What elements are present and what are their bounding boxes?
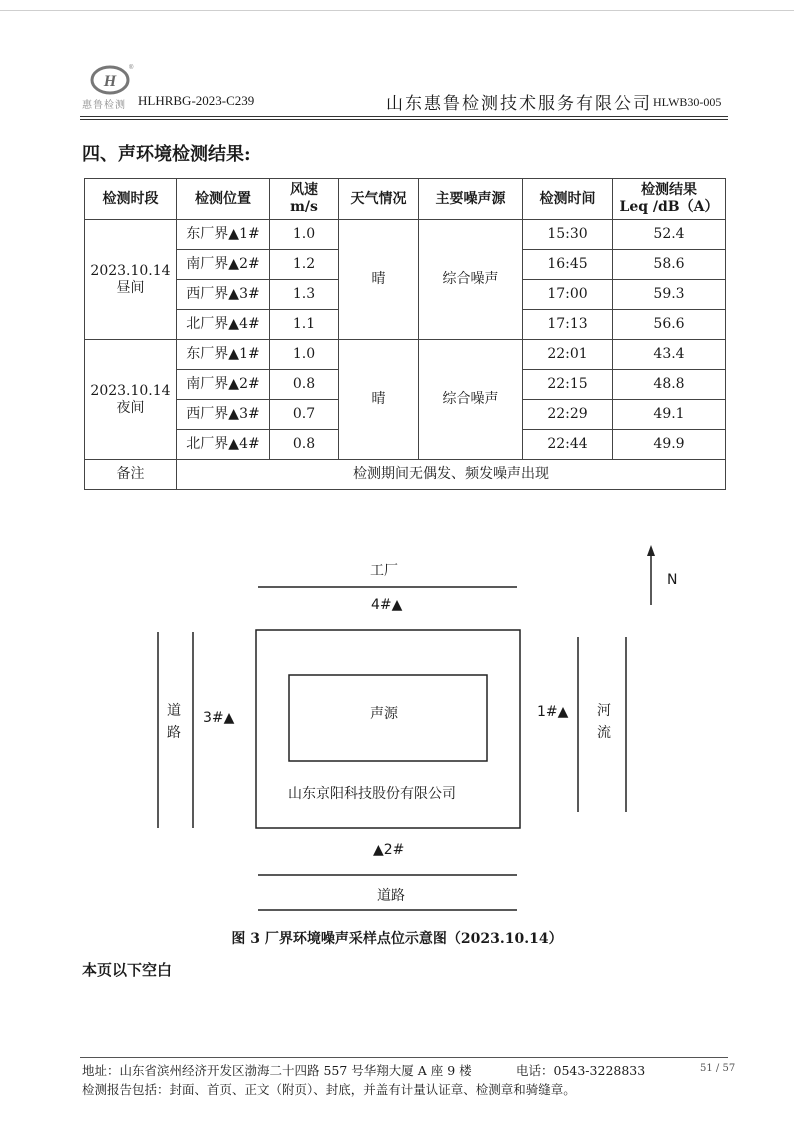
location-cell: 西厂界▲3# xyxy=(177,280,270,310)
result-cell: 43.4 xyxy=(613,340,726,370)
wind-cell: 0.8 xyxy=(270,430,339,460)
source-cell: 综合噪声 xyxy=(419,340,523,460)
location-cell: 西厂界▲3# xyxy=(177,400,270,430)
source-cell: 综合噪声 xyxy=(419,220,523,340)
result-cell: 59.3 xyxy=(613,280,726,310)
weather-cell: 晴 xyxy=(339,340,419,460)
time-cell: 22:44 xyxy=(523,430,613,460)
river-label-1: 河 xyxy=(597,703,611,719)
blank-note: 本页以下空白 xyxy=(82,961,173,979)
wind-cell: 0.8 xyxy=(270,370,339,400)
wind-cell: 1.0 xyxy=(270,220,339,250)
form-code: HLWB30-005 xyxy=(653,95,722,109)
result-cell: 48.8 xyxy=(613,370,726,400)
remark-label: 备注 xyxy=(85,460,177,490)
header-result: 检测结果 Leq /dB（A） xyxy=(613,179,726,220)
page-number: 51 / 57 xyxy=(700,1063,736,1074)
time-cell: 17:13 xyxy=(523,310,613,340)
point-4-marker: 4#▲ xyxy=(371,597,403,613)
time-cell: 17:00 xyxy=(523,280,613,310)
noise-source-label: 声源 xyxy=(370,706,398,722)
location-cell: 北厂界▲4# xyxy=(177,310,270,340)
header-source: 主要噪声源 xyxy=(419,179,523,220)
north-label: N xyxy=(667,572,678,588)
point-1-marker: 1#▲ xyxy=(537,704,569,720)
north-arrow-head-icon xyxy=(647,545,655,556)
period-cell: 2023.10.14 昼间 xyxy=(85,220,177,340)
company-site-label: 山东京阳科技股份有限公司 xyxy=(288,786,456,802)
remark-text: 检测期间无偶发、频发噪声出现 xyxy=(177,460,726,490)
time-cell: 22:29 xyxy=(523,400,613,430)
time-cell: 15:30 xyxy=(523,220,613,250)
time-cell: 22:01 xyxy=(523,340,613,370)
location-cell: 东厂界▲1# xyxy=(177,220,270,250)
south-road-label: 道路 xyxy=(377,888,405,904)
location-cell: 南厂界▲2# xyxy=(177,370,270,400)
section-title: 四、声环境检测结果: xyxy=(82,144,251,165)
result-cell: 52.4 xyxy=(613,220,726,250)
svg-text:®: ® xyxy=(129,65,134,71)
factory-label: 工厂 xyxy=(370,563,398,579)
header-wind: 风速 m/s xyxy=(270,179,339,220)
weather-cell: 晴 xyxy=(339,220,419,340)
header-location: 检测位置 xyxy=(177,179,270,220)
header-time: 检测时间 xyxy=(523,179,613,220)
location-cell: 北厂界▲4# xyxy=(177,430,270,460)
west-road-label-1: 道 xyxy=(167,703,181,719)
header-weather: 天气情况 xyxy=(339,179,419,220)
result-cell: 49.1 xyxy=(613,400,726,430)
time-cell: 16:45 xyxy=(523,250,613,280)
figure-caption: 图 3 厂界环境噪声采样点位示意图（2023.10.14） xyxy=(231,931,563,947)
point-2-marker: ▲2# xyxy=(373,842,405,858)
result-cell: 49.9 xyxy=(613,430,726,460)
footer-phone: 电话：0543-3228833 xyxy=(516,1063,646,1078)
report-number: HLHRBG-2023-C239 xyxy=(138,93,255,108)
period-cell: 2023.10.14 夜间 xyxy=(85,340,177,460)
company-name: 山东惠鲁检测技术服务有限公司 xyxy=(386,94,652,114)
result-cell: 56.6 xyxy=(613,310,726,340)
point-3-marker: 3#▲ xyxy=(203,710,235,726)
time-cell: 22:15 xyxy=(523,370,613,400)
footer-note: 检测报告包括：封面、首页、正文（附页）、封底，并盖有计量认证章、检测章和骑缝章。 xyxy=(82,1082,576,1097)
river-label-2: 流 xyxy=(597,725,611,741)
wind-cell: 1.1 xyxy=(270,310,339,340)
footer-address: 地址：山东省滨州经济开发区渤海二十四路 557 号华翔大厦 A 座 9 楼 xyxy=(82,1063,472,1078)
svg-text:H: H xyxy=(103,73,117,90)
location-cell: 南厂界▲2# xyxy=(177,250,270,280)
header-period: 检测时段 xyxy=(85,179,177,220)
wind-cell: 0.7 xyxy=(270,400,339,430)
wind-cell: 1.2 xyxy=(270,250,339,280)
logo-text: 惠鲁检测 xyxy=(82,100,126,111)
west-road-label-2: 路 xyxy=(167,725,181,741)
wind-cell: 1.3 xyxy=(270,280,339,310)
location-cell: 东厂界▲1# xyxy=(177,340,270,370)
result-cell: 58.6 xyxy=(613,250,726,280)
wind-cell: 1.0 xyxy=(270,340,339,370)
footer-rule xyxy=(80,1057,728,1058)
